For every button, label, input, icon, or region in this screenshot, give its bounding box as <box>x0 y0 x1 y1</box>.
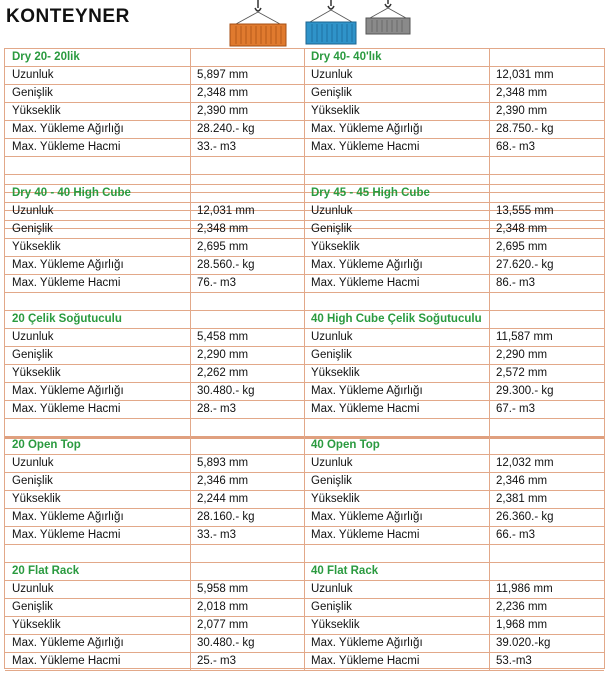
spec-label: Max. Yükleme Ağırlığı <box>12 385 124 397</box>
spec-label: Uzunluk <box>311 583 353 595</box>
spec-value: 11,587 mm <box>496 331 553 343</box>
orange-container-icon <box>230 0 286 46</box>
spec-label: Genişlik <box>311 475 352 487</box>
spec-value: 86.- m3 <box>496 277 535 289</box>
spec-label: Uzunluk <box>12 583 54 595</box>
spec-label: Yükseklik <box>12 493 61 505</box>
spec-value: 12,031 mm <box>496 69 554 81</box>
spec-value: 5,458 mm <box>197 331 249 343</box>
spec-label: Genişlik <box>311 223 352 235</box>
section-title-dry-20-20lik: Dry 20- 20lik <box>12 51 80 63</box>
spec-value: 27.620.- kg <box>496 259 554 271</box>
page-title: KONTEYNER <box>6 6 130 27</box>
spec-label: Max. Yükleme Hacmi <box>311 277 420 289</box>
spec-label: Uzunluk <box>12 457 54 469</box>
spec-value: 5,897 mm <box>197 69 249 81</box>
spec-value: 2,695 mm <box>496 241 548 253</box>
spec-label: Yükseklik <box>311 105 360 117</box>
section-title-dry-45-45-high-cube: Dry 45 - 45 High Cube <box>311 187 430 199</box>
section-title-40-high-cube-elik-so-utuculu: 40 High Cube Çelik Soğutuculu <box>311 313 482 325</box>
spec-label: Uzunluk <box>12 69 54 81</box>
spec-value: 2,390 mm <box>496 105 548 117</box>
spec-label: Max. Yükleme Hacmi <box>12 529 121 541</box>
spec-label: Genişlik <box>12 223 53 235</box>
spec-value: 2,018 mm <box>197 601 249 613</box>
spec-value: 11,986 mm <box>496 583 553 595</box>
section-title-40-open-top: 40 Open Top <box>311 439 380 451</box>
spec-label: Uzunluk <box>311 69 353 81</box>
spec-label: Uzunluk <box>311 457 353 469</box>
spec-label: Max. Yükleme Hacmi <box>12 655 121 667</box>
spec-label: Uzunluk <box>311 205 353 217</box>
spec-label: Genişlik <box>311 87 352 99</box>
spec-value: 2,348 mm <box>197 87 249 99</box>
spec-value: 28.- m3 <box>197 403 236 415</box>
spec-value: 68.- m3 <box>496 141 535 153</box>
spec-value: 2,348 mm <box>496 87 548 99</box>
spec-value: 2,262 mm <box>197 367 249 379</box>
section-title-40-flat-rack: 40 Flat Rack <box>311 565 379 577</box>
spec-value: 2,236 mm <box>496 601 548 613</box>
spec-label: Yükseklik <box>311 493 360 505</box>
gray-container-icon <box>366 0 410 34</box>
spec-label: Max. Yükleme Hacmi <box>311 141 420 153</box>
grid-line <box>5 670 604 671</box>
spec-label: Yükseklik <box>311 367 360 379</box>
spec-label: Yükseklik <box>12 619 61 631</box>
spec-value: 5,893 mm <box>197 457 249 469</box>
spec-value: 2,390 mm <box>197 105 249 117</box>
spec-value: 26.360.- kg <box>496 511 554 523</box>
spec-label: Max. Yükleme Ağırlığı <box>12 123 124 135</box>
spec-value: 2,348 mm <box>197 223 249 235</box>
spec-label: Max. Yükleme Ağırlığı <box>12 259 124 271</box>
blue-container-icon <box>306 0 356 44</box>
spec-value: 67.- m3 <box>496 403 535 415</box>
spec-value: 12,031 mm <box>197 205 255 217</box>
spec-value: 2,346 mm <box>197 475 249 487</box>
spec-value: 66.- m3 <box>496 529 535 541</box>
spec-value: 2,348 mm <box>496 223 548 235</box>
spec-value: 29.300.- kg <box>496 385 554 397</box>
spec-label: Uzunluk <box>311 331 353 343</box>
spec-value: 76.- m3 <box>197 277 236 289</box>
spec-label: Max. Yükleme Hacmi <box>12 141 121 153</box>
spec-label: Max. Yükleme Hacmi <box>311 655 420 667</box>
container-spec-table <box>4 48 605 669</box>
spec-label: Yükseklik <box>12 241 61 253</box>
spec-label: Yükseklik <box>12 105 61 117</box>
spec-value: 28.560.- kg <box>197 259 255 271</box>
spec-label: Yükseklik <box>12 367 61 379</box>
spec-value: 12,032 mm <box>496 457 554 469</box>
spec-value: 39.020.-kg <box>496 637 551 649</box>
section-title-20-elik-so-utuculu: 20 Çelik Soğutuculu <box>12 313 122 325</box>
spec-label: Max. Yükleme Ağırlığı <box>311 637 423 649</box>
section-title-dry-40-40-high-cube: Dry 40 - 40 High Cube <box>12 187 131 199</box>
spec-value: 2,290 mm <box>496 349 548 361</box>
spec-value: 1,968 mm <box>496 619 548 631</box>
section-title-dry-40-40-l-k: Dry 40- 40'lık <box>311 51 382 63</box>
spec-value: 28.750.- kg <box>496 123 554 135</box>
spec-value: 33.- m3 <box>197 141 236 153</box>
spec-value: 13,555 mm <box>496 205 554 217</box>
spec-label: Yükseklik <box>311 241 360 253</box>
spec-label: Max. Yükleme Hacmi <box>12 277 121 289</box>
spec-label: Yükseklik <box>311 619 360 631</box>
spec-label: Genişlik <box>12 601 53 613</box>
spec-value: 2,077 mm <box>197 619 249 631</box>
spec-value: 28.240.- kg <box>197 123 255 135</box>
spec-value: 53.-m3 <box>496 655 532 667</box>
spec-label: Max. Yükleme Ağırlığı <box>311 511 423 523</box>
spec-label: Genişlik <box>311 349 352 361</box>
spec-value: 2,290 mm <box>197 349 249 361</box>
spec-label: Max. Yükleme Ağırlığı <box>311 259 423 271</box>
spec-value: 2,381 mm <box>496 493 548 505</box>
spec-label: Uzunluk <box>12 331 54 343</box>
section-title-20-flat-rack: 20 Flat Rack <box>12 565 80 577</box>
spec-label: Uzunluk <box>12 205 54 217</box>
section-title-20-open-top: 20 Open Top <box>12 439 81 451</box>
spec-label: Genişlik <box>12 475 53 487</box>
crane-containers-illustration <box>226 0 426 48</box>
spec-value: 5,958 mm <box>197 583 249 595</box>
spec-label: Max. Yükleme Hacmi <box>311 403 420 415</box>
spec-label: Max. Yükleme Ağırlığı <box>12 511 124 523</box>
spec-value: 28.160.- kg <box>197 511 255 523</box>
spec-label: Max. Yükleme Ağırlığı <box>311 123 423 135</box>
spec-label: Max. Yükleme Hacmi <box>311 529 420 541</box>
grid-line <box>5 668 604 669</box>
spec-value: 30.480.- kg <box>197 637 255 649</box>
spec-value: 33.- m3 <box>197 529 236 541</box>
spec-label: Max. Yükleme Ağırlığı <box>12 637 124 649</box>
spec-value: 2,695 mm <box>197 241 249 253</box>
spec-value: 25.- m3 <box>197 655 236 667</box>
spec-label: Max. Yükleme Ağırlığı <box>311 385 423 397</box>
spec-label: Genişlik <box>311 601 352 613</box>
spec-label: Genişlik <box>12 349 53 361</box>
spec-label: Max. Yükleme Hacmi <box>12 403 121 415</box>
spec-value: 30.480.- kg <box>197 385 255 397</box>
spec-label: Genişlik <box>12 87 53 99</box>
spec-value: 2,346 mm <box>496 475 548 487</box>
spec-value: 2,572 mm <box>496 367 548 379</box>
spec-value: 2,244 mm <box>197 493 249 505</box>
